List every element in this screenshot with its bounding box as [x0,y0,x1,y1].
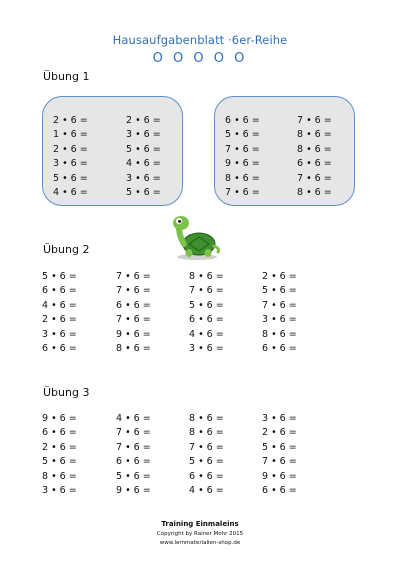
task-item: 9 • 6 = [262,470,297,482]
task-item: 8 • 6 = [42,470,77,482]
task-item: 8 • 6 = [189,413,224,424]
task-item: 3 • 6 = [126,172,161,184]
task-item: 7 • 6 = [189,441,224,453]
task-item: 8 • 6 = [225,172,260,184]
task-item: 6 • 6 = [189,470,224,482]
task-item: 5 • 6 = [189,299,224,311]
task-item: 2 • 6 = [126,115,161,126]
task-item: 5 • 6 = [126,187,161,198]
task-item: 2 • 6 = [42,314,77,326]
task-item: 6 • 6 = [297,158,332,170]
task-item: 3 • 6 = [42,485,77,496]
task-item: 5 • 6 = [42,271,77,282]
task-item: 2 • 6 = [262,427,297,439]
task-item: 2 • 6 = [262,271,297,282]
turtle-front-leg [186,249,193,257]
task-item: 5 • 6 = [126,143,161,155]
task-item: 5 • 6 = [189,456,224,468]
task-item: 7 • 6 = [116,285,151,297]
task-item: 8 • 6 = [297,129,332,141]
task-item: 5 • 6 = [53,172,88,184]
task-item: 7 • 6 = [116,427,151,439]
task-item: 3 • 6 = [42,328,77,340]
task-item: 2 • 6 = [42,441,77,453]
task-item: 7 • 6 = [262,456,297,468]
task-item: 9 • 6 = [225,158,260,170]
task-item: 4 • 6 = [116,413,151,424]
task-item: 3 • 6 = [189,343,224,354]
page-title: Hausaufgabenblatt ·6er-Reihe [112,33,288,47]
task-item: 4 • 6 = [126,158,161,170]
task-item: 7 • 6 = [189,285,224,297]
task-item: 3 • 6 = [53,158,88,170]
task-item: 6 • 6 = [42,285,77,297]
turtle-back-leg [205,249,212,257]
task-item: 7 • 6 = [116,271,151,282]
task-item: 4 • 6 = [42,299,77,311]
task-item: 6 • 6 = [116,456,151,468]
task-item: 8 • 6 = [262,328,297,340]
task-item: 8 • 6 = [189,271,224,282]
task-item: 5 • 6 = [262,285,297,297]
section-title-uebung-3: Übung 3 [43,386,90,399]
task-item: 8 • 6 = [116,343,151,354]
footer-title: Training Einmaleins [161,520,239,528]
turtle-tail [214,246,219,252]
task-item: 8 • 6 = [297,187,332,198]
task-item: 5 • 6 = [116,470,151,482]
task-item: 7 • 6 = [116,314,151,326]
turtle-eye-pupil [178,220,181,223]
task-item: 2 • 6 = [53,143,88,155]
task-item: 5 • 6 = [42,456,77,468]
task-item: 5 • 6 = [225,129,260,141]
task-item: 3 • 6 = [126,129,161,141]
task-item: 2 • 6 = [53,115,88,126]
task-item: 7 • 6 = [297,115,332,126]
task-item: 3 • 6 = [262,314,297,326]
task-item: 7 • 6 = [116,441,151,453]
task-item: 9 • 6 = [42,413,77,424]
task-item: 5 • 6 = [262,441,297,453]
task-item: 6 • 6 = [116,299,151,311]
footer-website: www.lernmaterialien-shop.de [159,540,241,546]
task-item: 6 • 6 = [262,343,297,354]
section-title-uebung-1: Übung 1 [43,70,90,83]
rating-circles: O O O O O [152,51,248,66]
task-item: 4 • 6 = [53,187,88,198]
turtle-mascot-icon [170,212,222,264]
task-item: 6 • 6 = [42,343,77,354]
task-item: 8 • 6 = [297,143,332,155]
task-item: 1 • 6 = [53,129,88,141]
task-item: 9 • 6 = [116,328,151,340]
task-item: 6 • 6 = [262,485,297,496]
task-item: 9 • 6 = [116,485,151,496]
task-item: 7 • 6 = [225,187,260,198]
task-item: 6 • 6 = [225,115,260,126]
task-item: 7 • 6 = [262,299,297,311]
task-item: 4 • 6 = [189,485,224,496]
section-title-uebung-2: Übung 2 [43,243,90,256]
task-item: 7 • 6 = [225,143,260,155]
task-item: 3 • 6 = [262,413,297,424]
task-item: 6 • 6 = [189,314,224,326]
task-item: 7 • 6 = [297,172,332,184]
task-item: 4 • 6 = [189,328,224,340]
task-item: 8 • 6 = [189,427,224,439]
task-item: 6 • 6 = [42,427,77,439]
footer-copyright: Copyright by Rainer Mohr 2015 [156,531,244,537]
